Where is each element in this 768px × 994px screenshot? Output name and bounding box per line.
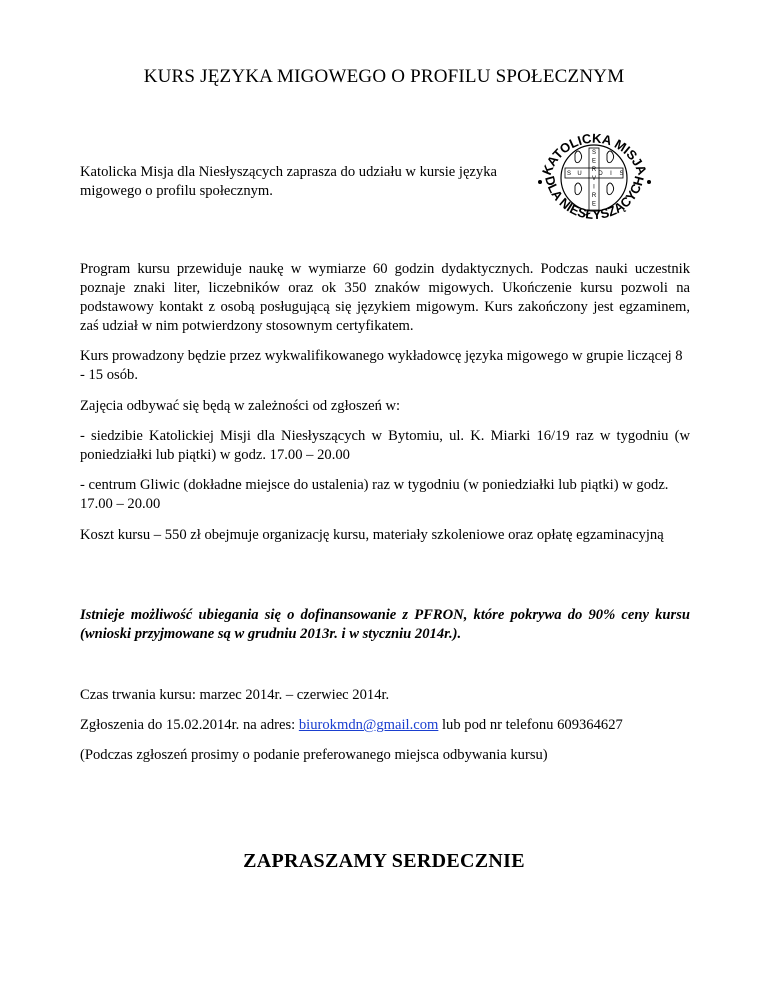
instructor-paragraph: Kurs prowadzony będzie przez wykwalifikowanego wykładowcę języka migowego w grupie liczącej 8 - 15 osób. (80, 348, 683, 383)
location-gliwice: - centrum Gliwic (dokładne miejsce do ustalenia) raz w tygodniu (w poniedziałki lub piątki) w godz. 17.00 – 20.00 (80, 477, 669, 512)
cross-letter-v: R (591, 193, 597, 199)
cross-letter-v: I (593, 184, 595, 191)
program-paragraph: Program kursu przewiduje naukę w wymiarze 60 godzin dydaktycznych. Podczas nauki uczestnik poznaje znaki liter, liczebników oraz ok 350 znaków migowych. Ukończenie kursu pozwoli na podstawowy kontakt z osobą posługującą się językiem migowym. Kurs zakończony jest egzaminem, zaś udział w nim potwierdzony stosownym certyfikatem. (80, 261, 690, 334)
logo-dot-right (647, 180, 651, 184)
cross-letter-h: D (598, 171, 603, 177)
schedule-intro: Zajęcia odbywać się będą w zależności od zgłoszeń w: (80, 398, 401, 414)
cross-letter-h: U (577, 171, 582, 177)
cross-letter-h: I (610, 171, 612, 177)
duration-line: Czas trwania kursu: marzec 2014r. – czerwiec 2014r. (80, 687, 390, 703)
funding-note: Istnieje możliwość ubiegania się o dofinansowanie z PFRON, które pokrywa do 90% ceny kursu (wnioski przyjmowane są w grudniu 2013r. i w styczniu 2014r.). (80, 607, 690, 642)
cross-letter-v: E (591, 158, 597, 165)
cross-letter-v: V (591, 175, 597, 182)
registration-note: (Podczas zgłoszeń prosimy o podanie preferowanego miejsca odbywania kursu) (80, 747, 548, 763)
logo-dot-left (538, 180, 542, 184)
intro-paragraph: Katolicka Misja dla Niesłyszących zaprasza do udziału w kursie języka migowego o profilu społecznym. (80, 164, 497, 199)
logo-bottom-text: DLA NIESŁYSZĄCYCH (542, 174, 647, 223)
registration-suffix: lub pod nr telefonu 609364627 (438, 717, 623, 733)
cross-letter-v: S (591, 150, 597, 156)
location-bytom: - siedzibie Katolickiej Misji dla Niesłyszących w Bytomiu, ul. K. Miarki 16/19 raz w tygodniu (w poniedziałki lub piątki) w godz. 17.00 – 20.00 (80, 428, 690, 463)
cross-letter-v: R (591, 167, 597, 174)
cross-letter-v: E (591, 201, 597, 208)
document-title: KURS JĘZYKA MIGOWEGO O PROFILU SPOŁECZNYM (143, 66, 625, 87)
registration-prefix: Zgłoszenia do 15.02.2014r. na adres: (80, 717, 299, 733)
closing-text: ZAPRASZAMY SERDECZNIE (243, 850, 525, 872)
mission-logo (527, 120, 662, 236)
cross-letter-h: S (619, 171, 624, 177)
cross-vertical-letters (592, 150, 597, 208)
logo-top-text: KATOLICKA MISJA (538, 130, 651, 177)
registration-email-link[interactable]: biurokmdn@gmail.com (298, 717, 439, 733)
cross-letter-h: S (566, 171, 572, 177)
cost-paragraph: Koszt kursu – 550 zł obejmuje organizację kursu, materiały szkoleniowe oraz opłatę egzaminacyjną (80, 527, 664, 543)
registration-line (80, 716, 690, 735)
